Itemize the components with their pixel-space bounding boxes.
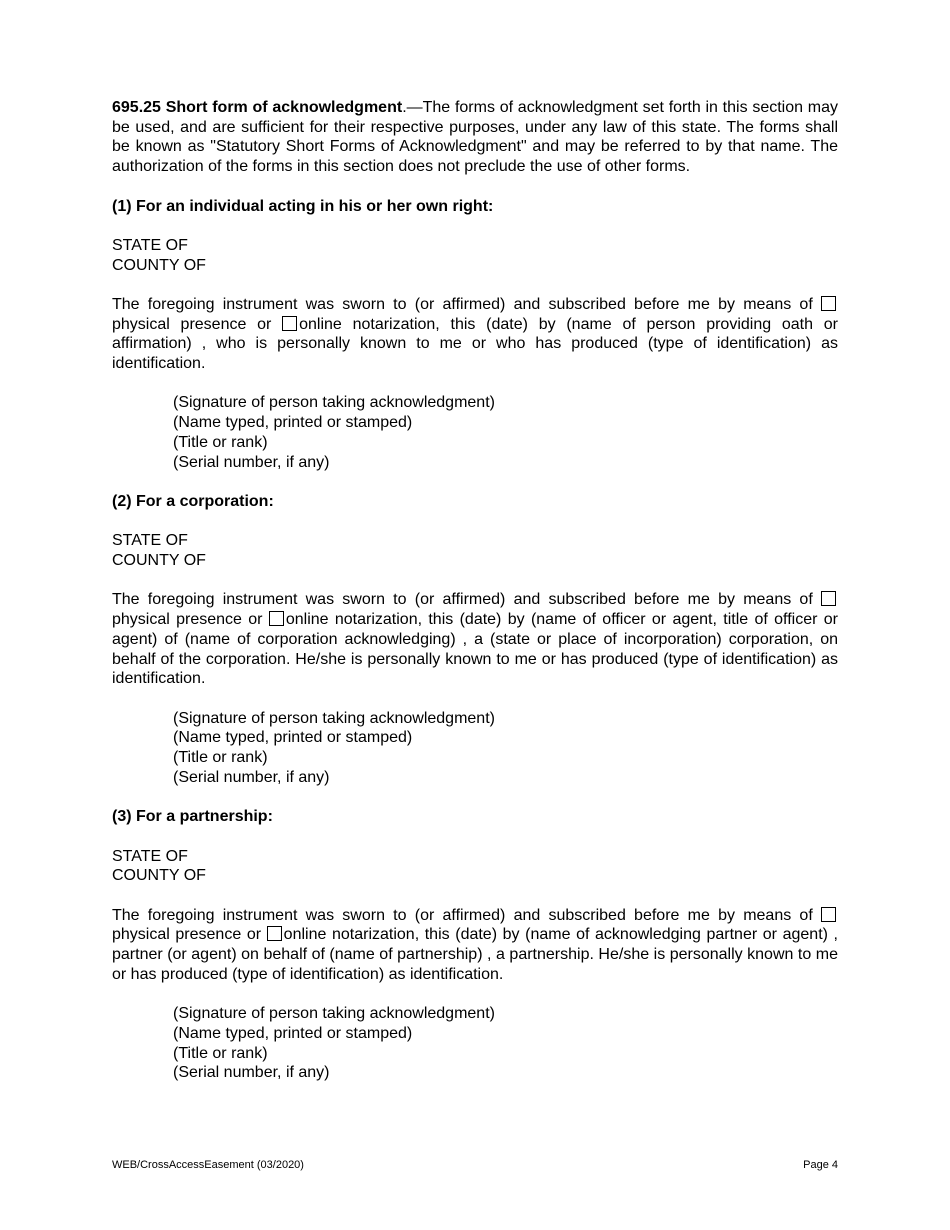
section-2-signature-block [173,709,838,788]
section-2-heading: (2) For a corporation: [112,492,274,510]
online-notarization-checkbox[interactable] [267,926,282,941]
name-line: (Name typed, printed or stamped) [173,1024,413,1042]
title-line: (Title or rank) [173,749,268,767]
physical-presence-checkbox[interactable] [821,296,836,311]
document-page [112,98,838,1083]
physical-presence-checkbox[interactable] [821,907,836,922]
section-3-signature-block [173,1004,838,1083]
name-line: (Name typed, printed or stamped) [173,729,413,747]
section-3-body: The foregoing instrument was sworn to (or affirmed) and subscribed before me by means of physical presence or online notarization, this (date) by (name of acknowledging partner or agent) , partner (or agent) on behalf of (name of partnership) , a partnership. He/she is personally known to me or has produced (type of identification) as identification. [112,906,839,983]
intro-paragraph [112,98,838,177]
section-1-heading: (1) For an individual acting in his or her own right: [112,197,494,215]
title-line: (Title or rank) [173,1044,268,1062]
signature-line: (Signature of person taking acknowledgment) [173,1005,495,1023]
title-line: (Title or rank) [173,433,268,451]
section-1-county-label: COUNTY OF [112,256,206,274]
intro-text: .—The forms of acknowledgment set forth in this section may be used, and are sufficient for their respective purposes, under any law of this state. The forms shall be known as "Statutory Short Forms of Acknowledgment" and may be referred to by that name. The authorization of the forms in this section does not preclude the use of other forms. [112,99,839,176]
intro-title: 695.25 Short form of acknowledgment [112,99,403,116]
signature-line: (Signature of person taking acknowledgment) [173,709,495,727]
section-1-body: The foregoing instrument was sworn to (or affirmed) and subscribed before me by means of physical presence or online notarization, this (date) by (name of person providing oath or affirmation) , who is personally known to me or who has produced (type of identification) as identification. [112,295,839,373]
section-3-state-label: STATE OF [112,847,188,865]
online-notarization-checkbox[interactable] [269,611,284,626]
physical-presence-checkbox[interactable] [821,591,836,606]
serial-number-line: (Serial number, if any) [173,768,330,786]
signature-line: (Signature of person taking acknowledgment) [173,394,495,412]
serial-number-line: (Serial number, if any) [173,453,330,471]
name-line: (Name typed, printed or stamped) [173,414,413,432]
footer-document-id: WEB/CrossAccessEasement (03/2020) [112,1159,304,1171]
footer-page-number: Page 4 [803,1159,838,1171]
section-2-state-label: STATE OF [112,532,188,550]
section-3-county-label: COUNTY OF [112,867,206,885]
serial-number-line: (Serial number, if any) [173,1064,330,1082]
section-2-body: The foregoing instrument was sworn to (or affirmed) and subscribed before me by means of physical presence or online notarization, this (date) by (name of officer or agent, title of officer or agent) of (name of corporation acknowledging) , a (state or place of incorporation) corporation, on behalf of the corporation. He/she is personally known to me or has produced (type of identification) as identification. [112,591,838,688]
section-1-state-label: STATE OF [112,236,188,254]
section-2-county-label: COUNTY OF [112,552,206,570]
section-3-heading: (3) For a partnership: [112,808,273,826]
section-1-signature-block [173,393,838,472]
online-notarization-checkbox[interactable] [282,316,297,331]
